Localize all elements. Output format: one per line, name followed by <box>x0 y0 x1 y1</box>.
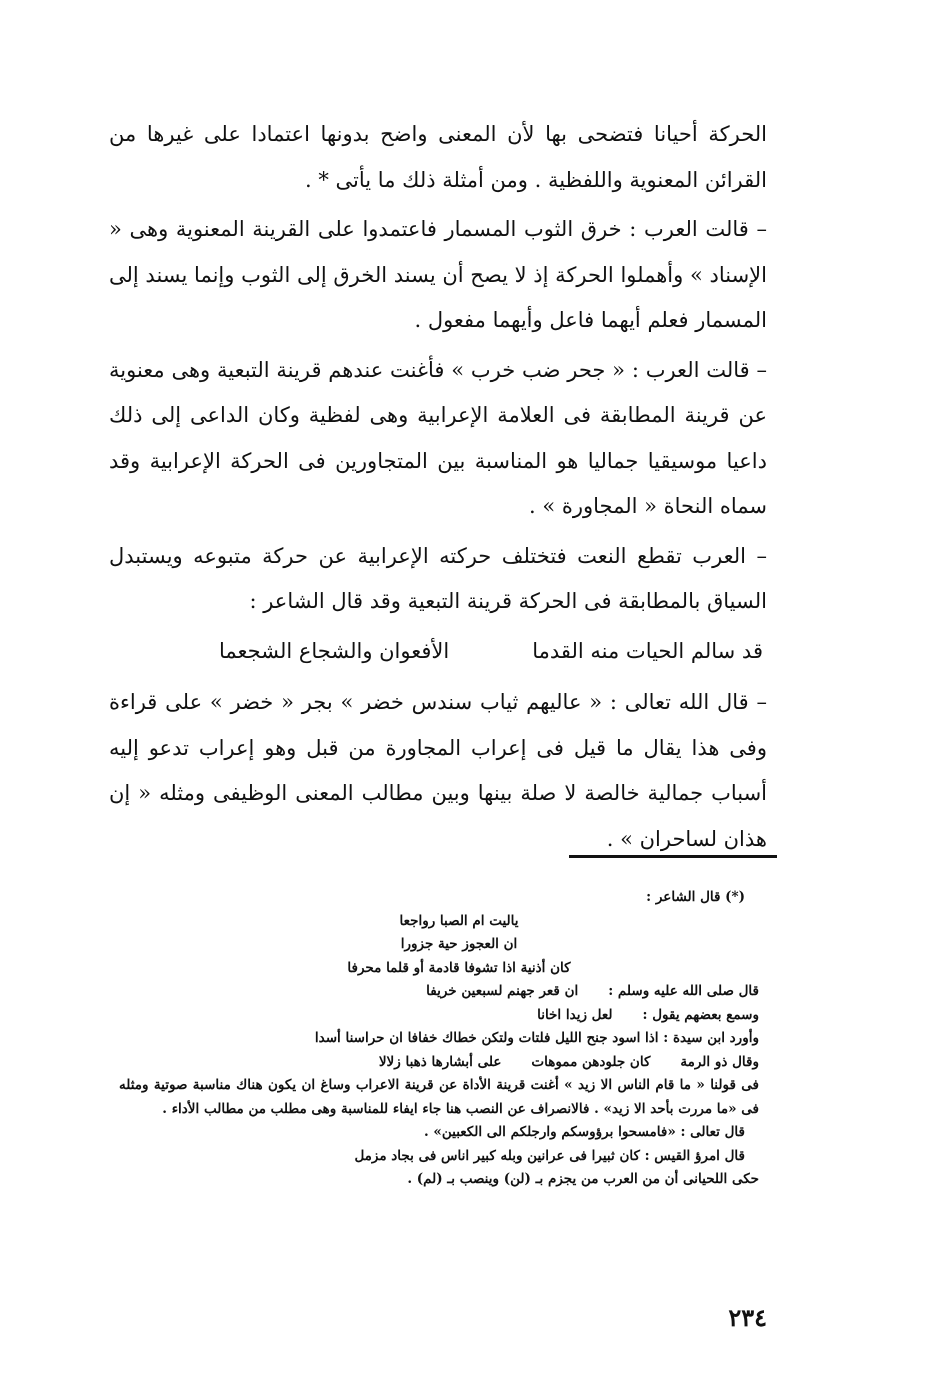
paragraph: – قالت العرب : « جحر ضب خرب » فأغنت عندهم قرينة التبعية وهى معنوية عن قرينة المطابقة فى العلامة الإعرابية وهى لفظية وكان الداعى إلى ذلك داعيا موسيقيا جماليا هو المناسبة بين المتجاورين فى الحركة الإعرابية وقد سماه النحاة « المجاورة » . <box>109 357 767 518</box>
verse-first-hemistich: قد سالم الحيات منه القدما <box>532 638 763 663</box>
verse-second-hemistich: الأفعوان والشجاع الشجعما <box>219 638 450 663</box>
footnote-line: (*) قال الشاعر : <box>646 889 745 905</box>
footnote-line <box>119 1004 759 1028</box>
main-text <box>109 112 767 866</box>
footnote-segment: وسمع بعضهم يقول : <box>642 1006 759 1023</box>
footnote-line <box>119 980 759 1004</box>
paragraph: – العرب تقطع النعت فتختلف حركته الإعرابية عن حركة متبوعه ويستبدل السياق بالمطابقة فى الحركة قرينة التبعية وقد قال الشاعر : <box>109 543 767 613</box>
footnote <box>119 886 759 1192</box>
footnote-segment: ان قعر جهنم لسبعين خريفا <box>426 983 579 999</box>
footnote-line: وأورد ابن سيدة : اذا اسود جنح الليل فلتات ولتكن خطاك خفافا ان حراسنا أسدا <box>314 1030 759 1046</box>
footnote-line <box>119 1051 759 1075</box>
page-number: ٢٣٤ <box>728 1303 767 1332</box>
footnote-line: ياليت ام الصبا رواجعا <box>399 912 519 929</box>
poem-verse <box>109 629 767 675</box>
footnote-line: قال امرؤ القيس : كان ثبيرا فى عرانين وبله كبير اناس فى بجاد مزمل <box>354 1147 745 1164</box>
footnote-line: حكى اللحيانى أن من العرب من يجزم بـ (لن) وينصب بـ (لم) . <box>407 1171 759 1187</box>
paragraph: – قال الله تعالى : « عاليهم ثياب سندس خضر » بجر « خضر » على قراءة وفى هذا يقال ما قيل فى إعراب المجاورة من قبل وهو إعراب تدعو إليه أسباب جمالية خالصة لا صلة بينها وبين مطالب المعنى الوظيفى ومثله « إن هذان لساحران » . <box>109 690 767 851</box>
footnote-separator <box>569 855 777 858</box>
footnote-segment: قال صلى الله عليه وسلم : <box>608 983 759 999</box>
footnote-segment: كان جلودهن مموهات <box>531 1053 651 1070</box>
footnote-segment: وقال ذو الرمة <box>680 1053 759 1070</box>
footnote-line: قال تعالى : «فامسحوا برؤوسكم وارجلكم الى الكعبين» . <box>424 1124 745 1140</box>
footnote-line: ان العجوز حية جزورا <box>400 936 518 952</box>
paragraph: – قالت العرب : خرق الثوب المسمار فاعتمدوا على القرينة المعنوية وهى « الإسناد » وأهملوا الحركة إذ لا يصح أن يسند الخرق إلى الثوب وإنما يسند إلى المسمار فعلم أيهما فاعل وأيهما مفعول . <box>109 217 767 332</box>
footnote-segment: لعل زيدا اخانا <box>537 1006 613 1023</box>
footnote-line: فى قولنا « ما قام الناس الا زيد » أغنت قرينة الأداة عن قرينة الاعراب وساغ ان يكون هناك مناسبة صوتية ومثله فى «ما مررت بأحد الا زيد» . فالانصراف عن النصب هنا جاء ايفاء للمناسبة وهى مطلب من مطالب الأداء . <box>119 1077 759 1117</box>
footnote-line: كان أذنية اذا تشوفا قادمة أو قلما محرفا <box>347 959 571 976</box>
paragraph: الحركة أحيانا فتضحى بها لأن المعنى واضح بدونها اعتمادا على غيرها من القرائن المعنوية واللفظية . ومن أمثلة ذلك ما يأتى * . <box>109 122 767 192</box>
footnote-segment: على أبشارها ذهبا زلالا <box>378 1053 502 1070</box>
